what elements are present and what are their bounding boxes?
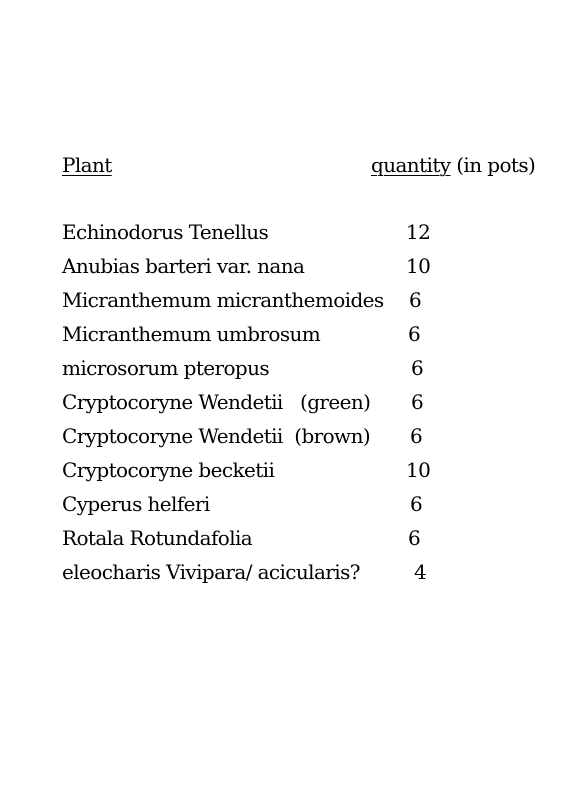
plant-name: Micranthemum micranthemoides	[62, 288, 384, 312]
quantity-label: quantity	[371, 153, 451, 177]
list-item	[62, 422, 462, 456]
quantity-column-header	[371, 151, 535, 179]
plant-name: Cryptocoryne becketii	[62, 458, 275, 482]
plant-list	[62, 218, 462, 592]
plant-column-header: Plant	[62, 153, 112, 177]
list-item	[62, 354, 462, 388]
plant-quantity: 10	[406, 458, 431, 482]
plant-name: microsorum pteropus	[62, 356, 270, 380]
plant-quantity: 12	[406, 220, 431, 244]
table-header	[62, 151, 542, 179]
quantity-unit-label: (in pots)	[450, 153, 536, 177]
list-item	[62, 558, 462, 592]
list-item	[62, 218, 462, 252]
plant-name: Rotala Rotundafolia	[62, 526, 253, 550]
plant-quantity: 6	[408, 322, 421, 346]
list-item	[62, 252, 462, 286]
plant-name: Anubias barteri var. nana	[62, 254, 305, 278]
plant-quantity: 4	[414, 560, 427, 584]
list-item	[62, 320, 462, 354]
plant-name: Echinodorus Tenellus	[62, 220, 269, 244]
plant-quantity: 6	[410, 492, 423, 516]
list-item	[62, 286, 462, 320]
plant-quantity: 6	[409, 288, 422, 312]
plant-quantity: 10	[406, 254, 431, 278]
plant-name: eleocharis Vivipara/ acicularis?	[62, 560, 360, 584]
plant-quantity: 6	[411, 390, 424, 414]
plant-quantity: 6	[410, 424, 423, 448]
list-item	[62, 456, 462, 490]
plant-quantity: 6	[408, 526, 421, 550]
plant-name: Cryptocoryne Wendetii (brown)	[62, 424, 371, 448]
list-item	[62, 388, 462, 422]
list-item	[62, 524, 462, 558]
plant-quantity: 6	[411, 356, 424, 380]
list-item	[62, 490, 462, 524]
plant-name: Micranthemum umbrosum	[62, 322, 321, 346]
plant-name: Cryptocoryne Wendetii (green)	[62, 390, 371, 414]
plant-name: Cyperus helferi	[62, 492, 210, 516]
